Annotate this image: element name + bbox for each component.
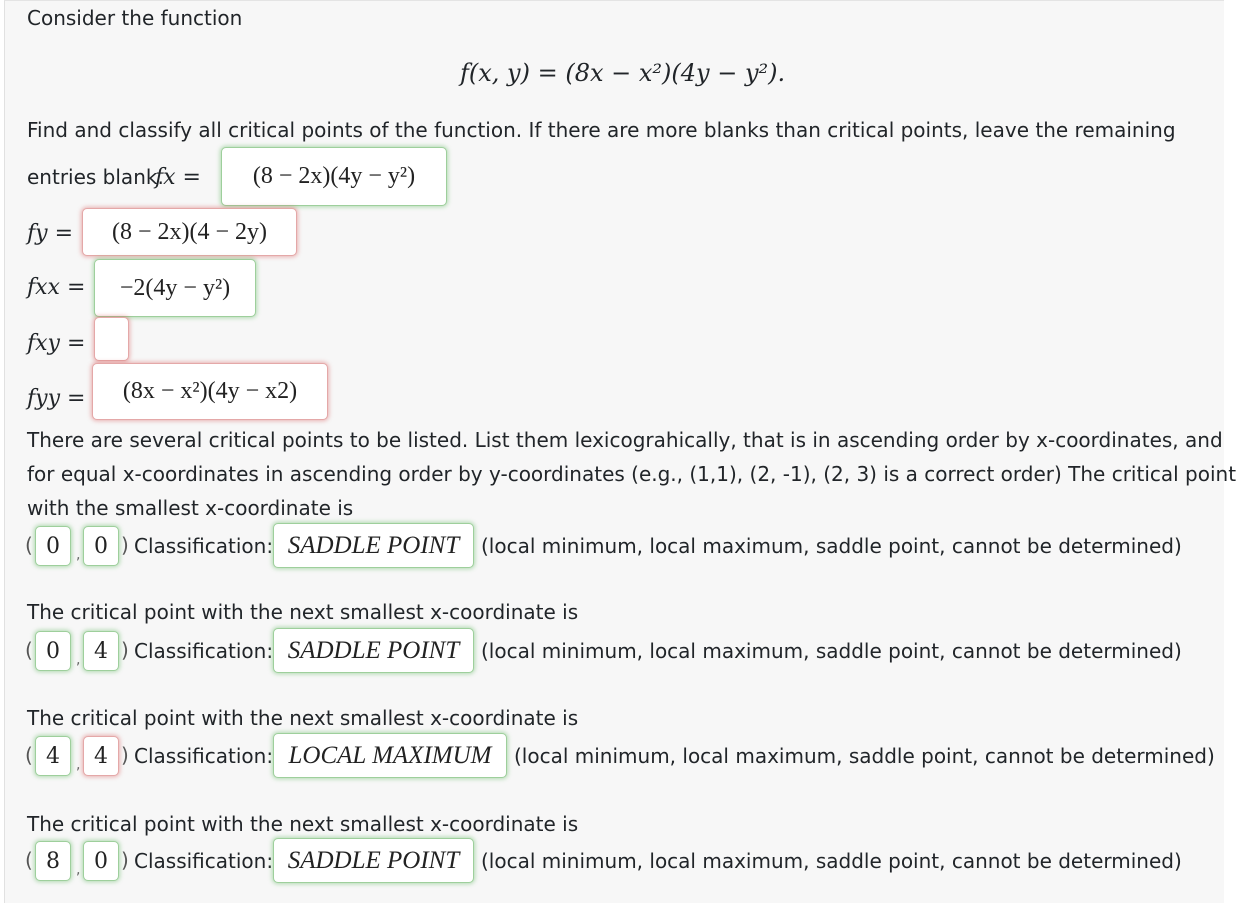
- fxy-answer-value: [95, 318, 128, 360]
- point-4-x-input[interactable]: [35, 841, 71, 881]
- point-3-classification-input[interactable]: [273, 733, 507, 778]
- point-2-prompt: The critical point with the next smallest x-coordinate is: [27, 600, 579, 624]
- list-instructions-line-2: for equal x-coordinates in ascending order by y-coordinates (e.g., (1,1), (2, -1), (2, 3) is a correct order) The critical point: [27, 462, 1237, 486]
- point-2-classification-input[interactable]: [273, 628, 474, 673]
- point-1-classification-label: Classification:: [134, 534, 274, 558]
- point-2-close-paren: ): [121, 638, 129, 662]
- point-4-classification-label: Classification:: [134, 849, 274, 873]
- fy-answer-value: (8 − 2x)(4 − 2y): [111, 218, 268, 245]
- point-1-close-paren: ): [121, 533, 129, 557]
- point-2-y-input[interactable]: [83, 631, 119, 671]
- point-3-open-paren: (: [25, 743, 33, 767]
- point-1-x-input[interactable]: [35, 526, 71, 566]
- point-2-x-value: 0: [46, 638, 60, 664]
- point-3-x-input[interactable]: [35, 736, 71, 776]
- point-3-y-value: 4: [94, 743, 108, 769]
- point-2-options-text: (local minimum, local maximum, saddle point, cannot be determined): [481, 639, 1182, 663]
- list-instructions-line-1: There are several critical points to be listed. List them lexicograhically, that is in ascending order by x-coordinates, and: [27, 428, 1223, 452]
- point-2-classification-label: Classification:: [134, 639, 274, 663]
- point-2-y-value: 4: [94, 638, 108, 664]
- fxx-answer-input[interactable]: [94, 259, 256, 317]
- instructions-line-1: Find and classify all critical points of the function. If there are more blanks than critical points, leave the remaining: [27, 118, 1176, 142]
- point-2-x-input[interactable]: [35, 631, 71, 671]
- point-4-options-text: (local minimum, local maximum, saddle point, cannot be determined): [481, 849, 1182, 873]
- point-3-y-input[interactable]: [83, 736, 119, 776]
- fyy-label: fyy =: [27, 386, 86, 411]
- point-1-open-paren: (: [25, 533, 33, 557]
- question-panel: [4, 0, 1237, 903]
- point-2-open-paren: (: [25, 638, 33, 662]
- fy-label: fy =: [27, 221, 73, 246]
- function-display: f(x, y) = (8x − x²)(4y − y²).: [460, 59, 786, 87]
- point-4-classification-value: SADDLE POINT: [287, 846, 460, 874]
- point-3-classification-label: Classification:: [134, 744, 274, 768]
- fxy-label: fxy =: [27, 331, 86, 356]
- point-4-comma: ,: [76, 862, 81, 878]
- point-2-classification-value: SADDLE POINT: [287, 636, 460, 664]
- fxx-label: fxx =: [27, 275, 86, 300]
- list-instructions-line-3: with the smallest x-coordinate is: [27, 496, 354, 520]
- fy-answer-input[interactable]: [82, 208, 297, 256]
- fx-answer-input[interactable]: [221, 147, 447, 206]
- fxy-answer-input[interactable]: [94, 317, 129, 361]
- point-3-close-paren: ): [121, 743, 129, 767]
- point-3-classification-value: LOCAL MAXIMUM: [288, 741, 492, 769]
- point-3-prompt: The critical point with the next smallest x-coordinate is: [27, 706, 579, 730]
- point-1-y-input[interactable]: [83, 526, 119, 566]
- point-1-classification-value: SADDLE POINT: [287, 531, 460, 559]
- point-1-classification-input[interactable]: [273, 523, 474, 568]
- fx-answer-value: (8 − 2x)(4y − y²): [252, 163, 416, 189]
- point-3-x-value: 4: [46, 743, 60, 769]
- fx-label: fx =: [155, 165, 201, 190]
- point-4-y-input[interactable]: [83, 841, 119, 881]
- point-1-options-text: (local minimum, local maximum, saddle point, cannot be determined): [481, 534, 1182, 558]
- point-4-x-value: 8: [46, 848, 60, 874]
- point-3-comma: ,: [76, 757, 81, 773]
- point-4-y-value: 0: [94, 848, 108, 874]
- point-2-comma: ,: [76, 652, 81, 668]
- point-4-open-paren: (: [25, 848, 33, 872]
- point-1-y-value: 0: [94, 533, 108, 559]
- fxx-answer-value: −2(4y − y²): [119, 274, 231, 301]
- point-1-comma: ,: [76, 547, 81, 563]
- point-3-options-text: (local minimum, local maximum, saddle point, cannot be determined): [514, 744, 1215, 768]
- fyy-answer-input[interactable]: [92, 363, 328, 420]
- point-4-prompt: The critical point with the next smallest x-coordinate is: [27, 812, 579, 836]
- point-4-classification-input[interactable]: [273, 838, 474, 883]
- intro-text: Consider the function: [27, 6, 243, 30]
- instructions-line-2: entries blank.: [27, 165, 164, 189]
- point-1-x-value: 0: [46, 533, 60, 559]
- fyy-answer-value: (8x − x²)(4y − x2): [122, 378, 298, 404]
- point-4-close-paren: ): [121, 848, 129, 872]
